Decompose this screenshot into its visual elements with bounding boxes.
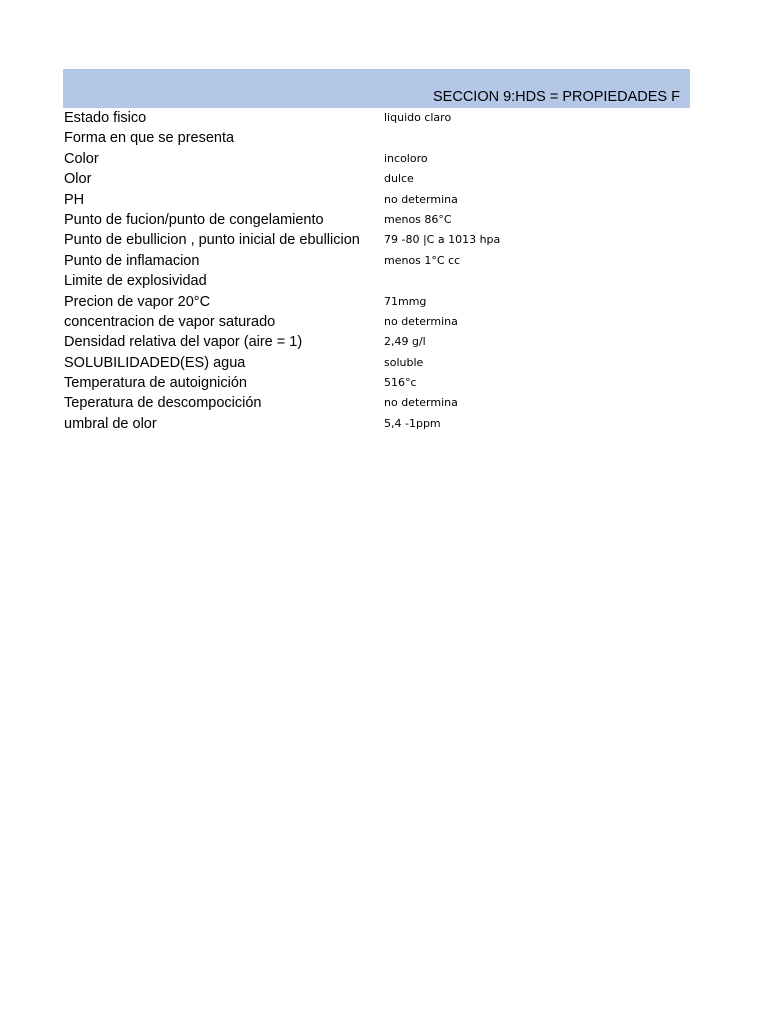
property-label: Densidad relativa del vapor (aire = 1) — [64, 334, 303, 351]
section-title: SECCION 9:HDS = PROPIEDADES F — [433, 89, 680, 105]
property-label: Color — [64, 150, 99, 167]
table-row — [63, 230, 690, 250]
property-value: soluble — [384, 355, 424, 369]
property-value: 71mmg — [384, 294, 427, 308]
property-label: Punto de fucion/punto de congelamiento — [64, 211, 324, 228]
table-row — [63, 353, 690, 373]
property-value: dulce — [384, 172, 414, 186]
property-value: no determina — [384, 314, 458, 328]
table-row — [63, 271, 690, 291]
properties-table — [63, 108, 690, 434]
table-row — [63, 393, 690, 413]
table-row — [63, 292, 690, 312]
property-label: concentracion de vapor saturado — [64, 313, 276, 330]
table-row — [63, 169, 690, 189]
table-row — [63, 128, 690, 148]
table-row — [63, 414, 690, 434]
property-value: menos 86°C — [384, 212, 452, 226]
table-row — [63, 373, 690, 393]
table-row — [63, 312, 690, 332]
property-label: Teperatura de descompocición — [64, 395, 262, 412]
table-row — [63, 251, 690, 271]
property-value: 79 -80 |C a 1013 hpa — [384, 233, 501, 247]
property-label: Olor — [64, 171, 92, 188]
property-value: incoloro — [384, 151, 428, 165]
property-label: Limite de explosividad — [64, 273, 207, 290]
property-label: Precion de vapor 20°C — [64, 293, 211, 310]
table-row — [63, 210, 690, 230]
table-row — [63, 108, 690, 128]
table-row — [63, 149, 690, 169]
property-value: no determina — [384, 192, 458, 206]
table-row — [63, 332, 690, 352]
property-label: Punto de ebullicion , punto inicial de ebullicion — [64, 232, 360, 249]
table-row — [63, 190, 690, 210]
property-value: menos 1°C cc — [384, 253, 461, 267]
property-value: liquido claro — [384, 111, 452, 124]
property-value: 5,4 -1ppm — [384, 416, 441, 430]
property-value: 2,49 g/l — [384, 335, 426, 349]
property-label: Estado fisico — [64, 110, 147, 126]
section-header-band — [63, 69, 690, 108]
property-label: Forma en que se presenta — [64, 130, 235, 147]
property-value: no determina — [384, 396, 458, 410]
property-label: PH — [64, 191, 85, 208]
property-label: umbral de olor — [64, 415, 157, 432]
property-label: Punto de inflamacion — [64, 252, 200, 269]
property-value: 516°c — [384, 376, 417, 390]
property-label: SOLUBILIDADED(ES) agua — [64, 354, 246, 371]
property-label: Temperatura de autoignición — [64, 375, 247, 392]
